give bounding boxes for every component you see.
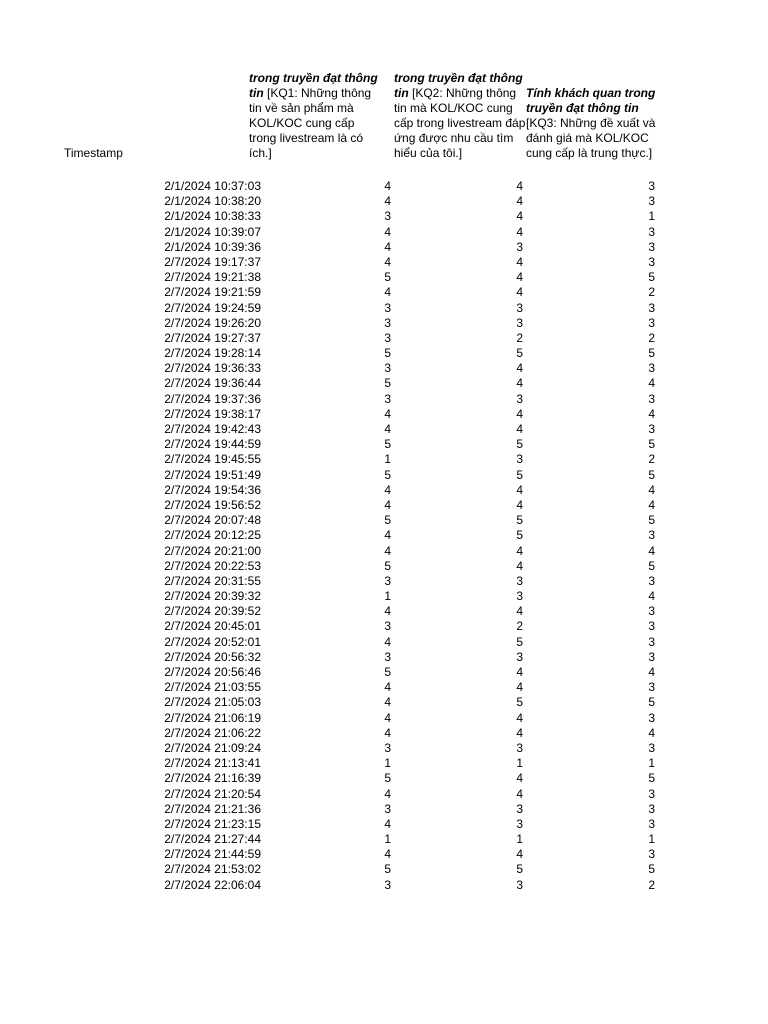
- kq3-cell: 1: [648, 832, 655, 847]
- kq1-cell: 4: [384, 604, 391, 619]
- kq2-cell: 4: [516, 406, 523, 421]
- kq1-cell: 5: [384, 665, 391, 679]
- kq1-cell: 3: [384, 740, 391, 755]
- kq2-cell: 4: [516, 376, 523, 391]
- kq2-cell: 4: [516, 497, 523, 512]
- kq2-cell: 3: [516, 315, 523, 330]
- timestamp-cell: 2/7/2024 19:45:55: [164, 452, 261, 467]
- timestamp-cell: 2/7/2024 19:36:44: [164, 376, 261, 391]
- timestamp-cell: 2/7/2024 21:20:54: [164, 786, 261, 801]
- kq2-cell: 5: [516, 437, 523, 452]
- table-row: [0, 878, 768, 893]
- kq1-cell: 5: [384, 437, 391, 452]
- table-row: [0, 209, 768, 224]
- kq2-cell: 3: [516, 801, 523, 816]
- kq3-cell: 3: [648, 528, 655, 543]
- kq2-cell: 1: [516, 832, 523, 847]
- kq2-cell: 4: [516, 847, 523, 862]
- table-row: [0, 756, 768, 771]
- timestamp-cell: 2/7/2024 20:12:25: [164, 528, 261, 543]
- table-body: [0, 179, 768, 893]
- timestamp-cell: 2/7/2024 21:13:41: [164, 756, 261, 771]
- kq3-cell: 3: [648, 710, 655, 725]
- kq2-cell: 4: [516, 543, 523, 558]
- timestamp-cell: 2/7/2024 19:51:49: [164, 467, 261, 482]
- kq1-cell: 4: [384, 422, 391, 436]
- kq2-cell: 4: [516, 604, 523, 619]
- kq1-cell: 5: [384, 513, 391, 528]
- table-row: [0, 346, 768, 361]
- kq2-cell: 4: [516, 254, 523, 269]
- table-row: [0, 817, 768, 832]
- kq2-cell: 4: [516, 285, 523, 300]
- kq3-cell: 3: [648, 391, 655, 406]
- timestamp-cell: 2/7/2024 21:09:24: [164, 740, 261, 755]
- kq1-cell: 4: [384, 680, 391, 695]
- kq3-header-bold: Tính khách quan trong truyền đạt thông tin: [526, 86, 656, 115]
- table-row: [0, 559, 768, 574]
- kq2-cell: 4: [516, 224, 523, 239]
- kq3-cell: 4: [648, 497, 655, 512]
- timestamp-cell: 2/7/2024 20:56:46: [164, 665, 261, 679]
- kq1-cell: 1: [384, 832, 391, 847]
- timestamp-cell: 2/1/2024 10:39:36: [164, 239, 261, 254]
- timestamp-cell: 2/7/2024 19:42:43: [164, 422, 261, 436]
- kq2-cell: 4: [516, 209, 523, 224]
- kq2-cell: 5: [516, 513, 523, 528]
- kq2-cell: 3: [516, 877, 523, 892]
- kq3-cell: 3: [648, 315, 655, 330]
- kq1-cell: 5: [384, 771, 391, 786]
- kq3-cell: 3: [648, 816, 655, 831]
- table-row: [0, 665, 768, 680]
- kq2-cell: 3: [516, 573, 523, 588]
- table-row: [0, 619, 768, 634]
- kq1-cell: 3: [384, 209, 391, 224]
- kq1-cell: 5: [384, 862, 391, 877]
- kq3-cell: 3: [648, 847, 655, 862]
- kq2-cell: 5: [516, 695, 523, 710]
- timestamp-cell: 2/7/2024 19:54:36: [164, 482, 261, 497]
- kq3-cell: 3: [648, 179, 655, 193]
- kq3-cell: 3: [648, 634, 655, 649]
- kq3-cell: 2: [648, 877, 655, 892]
- kq3-cell: 3: [648, 680, 655, 695]
- table-row: [0, 574, 768, 589]
- kq3-cell: 3: [648, 740, 655, 755]
- kq2-cell: 3: [516, 452, 523, 467]
- kq2-cell: 5: [516, 346, 523, 361]
- table-row: [0, 376, 768, 391]
- timestamp-cell: 2/7/2024 19:24:59: [164, 300, 261, 315]
- timestamp-cell: 2/7/2024 19:37:36: [164, 391, 261, 406]
- timestamp-cell: 2/7/2024 19:36:33: [164, 361, 261, 376]
- kq1-cell: 4: [384, 695, 391, 710]
- kq3-cell: 3: [648, 573, 655, 588]
- timestamp-cell: 2/7/2024 20:45:01: [164, 619, 261, 634]
- kq2-cell: 4: [516, 680, 523, 695]
- table-row: [0, 407, 768, 422]
- kq1-cell: 4: [384, 239, 391, 254]
- kq2-cell: 5: [516, 634, 523, 649]
- table-row: [0, 589, 768, 604]
- kq1-cell: 3: [384, 330, 391, 345]
- table-row: [0, 498, 768, 513]
- kq1-header-bold: trong truyền đạt thông tin: [249, 71, 378, 100]
- kq1-cell: 3: [384, 801, 391, 816]
- kq2-header-text: [KQ2: Những thông tin mà KOL/KOC cung cấp trong livestream đáp ứng được nhu cầu tìm hiểu của tôi.]: [394, 86, 526, 160]
- kq2-cell: 4: [516, 725, 523, 740]
- table-row: [0, 635, 768, 650]
- kq1-cell: 4: [384, 285, 391, 300]
- kq1-cell: 3: [384, 877, 391, 892]
- table-row: [0, 194, 768, 209]
- kq3-cell: 5: [648, 437, 655, 452]
- kq1-cell: 4: [384, 816, 391, 831]
- kq1-header-text: [KQ1: Những thông tin về sản phẩm mà KOL/KOC cung cấp trong livestream là có ích.]: [249, 86, 372, 160]
- kq2-cell: 3: [516, 740, 523, 755]
- kq1-cell: 1: [384, 452, 391, 467]
- kq3-cell: 4: [648, 376, 655, 391]
- table-row: [0, 240, 768, 255]
- kq2-cell: 4: [516, 270, 523, 285]
- timestamp-cell: 2/7/2024 21:05:03: [164, 695, 261, 710]
- timestamp-cell: 2/7/2024 20:39:52: [164, 604, 261, 619]
- timestamp-cell: 2/7/2024 19:28:14: [164, 346, 261, 361]
- kq1-cell: 3: [384, 573, 391, 588]
- timestamp-cell: 2/7/2024 21:44:59: [164, 847, 261, 862]
- timestamp-cell: 2/1/2024 10:39:07: [164, 224, 261, 239]
- kq1-cell: 5: [384, 558, 391, 573]
- timestamp-cell: 2/1/2024 10:38:20: [164, 194, 261, 209]
- table-row: [0, 270, 768, 285]
- kq1-cell: 4: [384, 224, 391, 239]
- kq1-cell: 4: [384, 497, 391, 512]
- table-row: [0, 331, 768, 346]
- kq1-cell: 4: [384, 725, 391, 740]
- kq2-header-bold: trong truyền đạt thông tin: [394, 71, 523, 100]
- kq3-cell: 1: [648, 756, 655, 771]
- kq2-cell: 2: [516, 330, 523, 345]
- timestamp-header-label: Timestamp: [64, 146, 123, 160]
- kq3-cell: 5: [648, 346, 655, 361]
- kq1-cell: 3: [384, 391, 391, 406]
- kq3-header-text: [KQ3: Những đề xuất và đánh giá mà KOL/KOC cung cấp là trung thực.]: [526, 116, 656, 160]
- table-row: [0, 179, 768, 194]
- table-row: [0, 301, 768, 316]
- timestamp-cell: 2/7/2024 20:07:48: [164, 513, 261, 528]
- kq3-cell: 3: [648, 224, 655, 239]
- kq2-cell: 4: [516, 194, 523, 209]
- kq3-cell: 5: [648, 771, 655, 786]
- kq3-cell: 4: [648, 406, 655, 421]
- table-row: [0, 771, 768, 786]
- table-row: [0, 787, 768, 802]
- timestamp-cell: 2/7/2024 19:21:59: [164, 285, 261, 300]
- kq3-cell: 5: [648, 558, 655, 573]
- table-row: [0, 452, 768, 467]
- kq3-cell: 4: [648, 665, 655, 679]
- kq3-cell: 3: [648, 604, 655, 619]
- timestamp-cell: 2/7/2024 21:06:19: [164, 710, 261, 725]
- timestamp-cell: 2/1/2024 10:37:03: [164, 179, 261, 193]
- kq3-cell: 5: [648, 513, 655, 528]
- column-header-kq2: [394, 71, 528, 161]
- kq1-cell: 4: [384, 786, 391, 801]
- kq1-cell: 3: [384, 649, 391, 664]
- table-row: [0, 361, 768, 376]
- timestamp-cell: 2/7/2024 21:06:22: [164, 725, 261, 740]
- kq1-cell: 1: [384, 756, 391, 771]
- timestamp-cell: 2/7/2024 20:22:53: [164, 558, 261, 573]
- kq3-cell: 2: [648, 330, 655, 345]
- kq2-cell: 4: [516, 710, 523, 725]
- timestamp-cell: 2/7/2024 21:23:15: [164, 816, 261, 831]
- timestamp-cell: 2/7/2024 19:17:37: [164, 254, 261, 269]
- timestamp-cell: 2/7/2024 19:56:52: [164, 497, 261, 512]
- table-row: [0, 741, 768, 756]
- table-row: [0, 437, 768, 452]
- timestamp-cell: 2/7/2024 19:44:59: [164, 437, 261, 452]
- kq3-cell: 3: [648, 801, 655, 816]
- kq2-cell: 4: [516, 771, 523, 786]
- kq1-cell: 4: [384, 528, 391, 543]
- kq3-cell: 3: [648, 422, 655, 436]
- kq3-cell: 4: [648, 589, 655, 604]
- table-row: [0, 847, 768, 862]
- kq1-cell: 4: [384, 710, 391, 725]
- kq2-cell: 3: [516, 816, 523, 831]
- kq3-cell: 2: [648, 452, 655, 467]
- kq2-cell: 4: [516, 786, 523, 801]
- timestamp-cell: 2/1/2024 10:38:33: [164, 209, 261, 224]
- kq3-cell: 4: [648, 543, 655, 558]
- kq2-cell: 2: [516, 619, 523, 634]
- timestamp-cell: 2/7/2024 20:31:55: [164, 573, 261, 588]
- table-row: [0, 316, 768, 331]
- kq1-cell: 5: [384, 346, 391, 361]
- timestamp-cell: 2/7/2024 20:52:01: [164, 634, 261, 649]
- column-header-kq3: [526, 86, 662, 161]
- table-row: [0, 513, 768, 528]
- kq3-cell: 1: [648, 209, 655, 224]
- kq1-cell: 5: [384, 376, 391, 391]
- table-row: [0, 711, 768, 726]
- kq1-cell: 4: [384, 406, 391, 421]
- timestamp-cell: 2/7/2024 21:03:55: [164, 680, 261, 695]
- kq3-cell: 3: [648, 194, 655, 209]
- kq3-cell: 4: [648, 482, 655, 497]
- kq1-cell: 3: [384, 300, 391, 315]
- kq3-cell: 3: [648, 254, 655, 269]
- kq2-cell: 3: [516, 300, 523, 315]
- kq1-cell: 5: [384, 270, 391, 285]
- kq2-cell: 4: [516, 422, 523, 436]
- table-row: [0, 225, 768, 240]
- kq2-cell: 4: [516, 179, 523, 193]
- kq3-cell: 2: [648, 285, 655, 300]
- kq3-cell: 3: [648, 300, 655, 315]
- kq2-cell: 4: [516, 558, 523, 573]
- kq2-cell: 3: [516, 589, 523, 604]
- table-row: [0, 422, 768, 437]
- kq3-cell: 3: [648, 786, 655, 801]
- table-row: [0, 650, 768, 665]
- kq3-cell: 3: [648, 361, 655, 376]
- table-row: [0, 680, 768, 695]
- kq2-cell: 3: [516, 649, 523, 664]
- kq1-cell: 4: [384, 482, 391, 497]
- table-row: [0, 544, 768, 559]
- timestamp-cell: 2/7/2024 21:16:39: [164, 771, 261, 786]
- table-row: [0, 726, 768, 741]
- column-header-kq1: [249, 71, 385, 161]
- table-row: [0, 695, 768, 710]
- kq2-cell: 4: [516, 665, 523, 679]
- timestamp-cell: 2/7/2024 20:56:32: [164, 649, 261, 664]
- kq3-cell: 3: [648, 619, 655, 634]
- kq2-cell: 4: [516, 361, 523, 376]
- table-row: [0, 392, 768, 407]
- kq3-cell: 5: [648, 467, 655, 482]
- timestamp-cell: 2/7/2024 20:39:32: [164, 589, 261, 604]
- table-row: [0, 862, 768, 877]
- table-row: [0, 802, 768, 817]
- kq2-cell: 5: [516, 467, 523, 482]
- kq3-cell: 4: [648, 725, 655, 740]
- kq1-cell: 3: [384, 619, 391, 634]
- timestamp-cell: 2/7/2024 19:21:38: [164, 270, 261, 285]
- timestamp-cell: 2/7/2024 22:06:04: [164, 877, 261, 892]
- kq1-cell: 4: [384, 634, 391, 649]
- timestamp-cell: 2/7/2024 21:53:02: [164, 862, 261, 877]
- kq3-cell: 5: [648, 862, 655, 877]
- kq3-cell: 5: [648, 270, 655, 285]
- kq1-cell: 3: [384, 361, 391, 376]
- kq1-cell: 4: [384, 179, 391, 193]
- kq1-cell: 4: [384, 847, 391, 862]
- kq1-cell: 4: [384, 254, 391, 269]
- kq1-cell: 3: [384, 315, 391, 330]
- kq1-cell: 5: [384, 467, 391, 482]
- kq3-cell: 3: [648, 239, 655, 254]
- kq2-cell: 5: [516, 528, 523, 543]
- kq2-cell: 5: [516, 862, 523, 877]
- timestamp-cell: 2/7/2024 21:27:44: [164, 832, 261, 847]
- kq2-cell: 3: [516, 391, 523, 406]
- kq3-cell: 3: [648, 649, 655, 664]
- table-row: [0, 468, 768, 483]
- kq2-cell: 3: [516, 239, 523, 254]
- table-row: [0, 832, 768, 847]
- timestamp-cell: 2/7/2024 20:21:00: [164, 543, 261, 558]
- timestamp-cell: 2/7/2024 19:38:17: [164, 406, 261, 421]
- table-row: [0, 528, 768, 543]
- timestamp-cell: 2/7/2024 19:26:20: [164, 315, 261, 330]
- kq1-cell: 1: [384, 589, 391, 604]
- timestamp-cell: 2/7/2024 19:27:37: [164, 330, 261, 345]
- table-header: [0, 0, 768, 170]
- table-row: [0, 255, 768, 270]
- kq3-cell: 5: [648, 695, 655, 710]
- kq2-cell: 1: [516, 756, 523, 771]
- column-header-timestamp: [64, 146, 123, 161]
- kq2-cell: 4: [516, 482, 523, 497]
- kq1-cell: 4: [384, 194, 391, 209]
- table-row: [0, 604, 768, 619]
- table-row: [0, 285, 768, 300]
- table-row: [0, 483, 768, 498]
- kq1-cell: 4: [384, 543, 391, 558]
- timestamp-cell: 2/7/2024 21:21:36: [164, 801, 261, 816]
